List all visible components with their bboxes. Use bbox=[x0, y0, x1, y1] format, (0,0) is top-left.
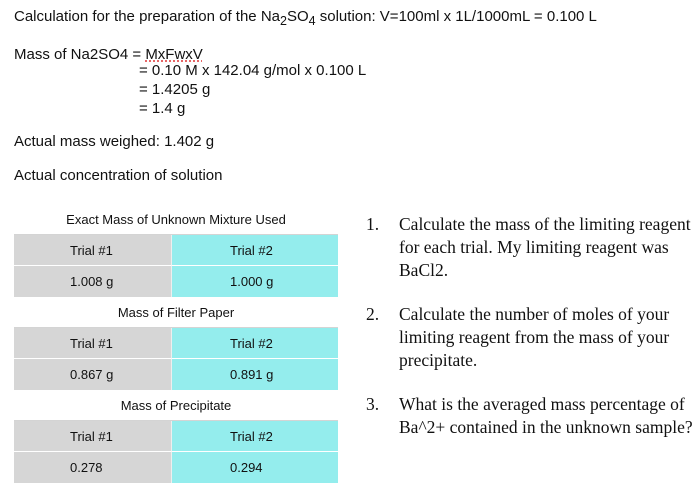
list-item bbox=[366, 213, 696, 282]
calc-step-2: = 1.4205 g bbox=[139, 81, 211, 98]
calc-title-prefix: Calculation for the preparation of the Na bbox=[14, 8, 280, 25]
list-item bbox=[366, 303, 696, 372]
section-header: Exact Mass of Unknown Mixture Used bbox=[14, 204, 338, 235]
list-item bbox=[366, 393, 696, 439]
trial-2-label: Trial #2 bbox=[172, 421, 338, 452]
question-number: 3. bbox=[366, 394, 380, 414]
data-table bbox=[14, 204, 338, 483]
preparation-calculation bbox=[14, 8, 597, 28]
trial-1-label: Trial #1 bbox=[14, 235, 172, 266]
table-row bbox=[14, 359, 338, 390]
trial-1-value: 1.008 g bbox=[14, 266, 172, 297]
table-row bbox=[14, 452, 338, 483]
calc-title-subscript-2: 2 bbox=[280, 14, 287, 28]
trial-1-label: Trial #1 bbox=[14, 421, 172, 452]
question-number: 1. bbox=[366, 214, 380, 234]
actual-mass-weighed: Actual mass weighed: 1.402 g bbox=[14, 133, 215, 150]
question-number: 2. bbox=[366, 304, 380, 324]
trial-1-value: 0.278 bbox=[14, 452, 172, 483]
table-row bbox=[14, 297, 338, 328]
trial-1-label: Trial #1 bbox=[14, 328, 172, 359]
calc-title-mid: SO bbox=[286, 8, 309, 25]
calc-title-subscript-4: 4 bbox=[308, 14, 316, 28]
table-row bbox=[14, 204, 338, 235]
calc-step-3: = 1.4 g bbox=[139, 100, 186, 117]
trial-1-value: 0.867 g bbox=[14, 359, 172, 390]
trial-2-label: Trial #2 bbox=[172, 235, 338, 266]
section-header: Mass of Precipitate bbox=[14, 390, 338, 421]
actual-concentration: Actual concentration of solution bbox=[14, 167, 223, 184]
question-text: What is the averaged mass percentage of Ba^2+ contained in the unknown sample? bbox=[399, 394, 693, 437]
table-row bbox=[14, 266, 338, 297]
calc-step-1: = 0.10 M x 142.04 g/mol x 0.100 L bbox=[139, 62, 367, 79]
mass-label: Mass of Na2SO4 = bbox=[14, 46, 146, 63]
trial-2-value: 1.000 g bbox=[172, 266, 338, 297]
table-row bbox=[14, 421, 338, 452]
table-row bbox=[14, 235, 338, 266]
calc-title-suffix: solution: V=100ml x 1L/1000mL = 0.100 L bbox=[315, 8, 597, 25]
table-row bbox=[14, 390, 338, 421]
trial-2-label: Trial #2 bbox=[172, 328, 338, 359]
mass-formula: MxFwxV bbox=[145, 46, 203, 63]
question-list bbox=[366, 213, 696, 460]
question-text: Calculate the number of moles of your limiting reagent from the mass of your precipitate. bbox=[399, 304, 670, 370]
table-row bbox=[14, 328, 338, 359]
section-header: Mass of Filter Paper bbox=[14, 297, 338, 328]
question-text: Calculate the mass of the limiting reagent for each trial. My limiting reagent was BaCl2. bbox=[399, 214, 691, 280]
trial-2-value: 0.891 g bbox=[172, 359, 338, 390]
mass-formula-line bbox=[14, 46, 203, 63]
trial-2-value: 0.294 bbox=[172, 452, 338, 483]
